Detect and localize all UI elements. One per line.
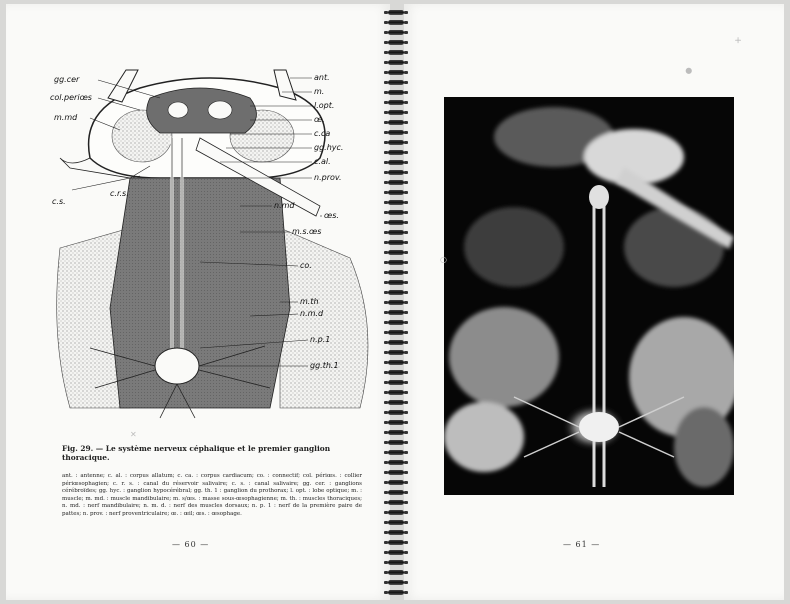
spiral-coil [384, 540, 408, 546]
spiral-coil [384, 30, 408, 36]
muscle-mass [110, 178, 290, 408]
spiral-coil [384, 440, 408, 446]
label-c-r-s: c.r.s. [110, 189, 129, 198]
spiral-coil [384, 510, 408, 516]
spiral-coil [384, 500, 408, 506]
spiral-coil [384, 20, 408, 26]
label-l-opt: l.opt. [314, 101, 335, 110]
spiral-coil [384, 520, 408, 526]
label-ant: ant. [314, 73, 330, 82]
caption-title: Fig. 29. — Le système nerveux céphalique et le premier ganglion thoracique. [62, 444, 331, 462]
label-co: co. [300, 261, 312, 270]
watermark-mark: ● [682, 64, 695, 77]
figure-caption [62, 444, 362, 462]
label-gg-th1: gg.th.1 [310, 361, 339, 370]
label-m-th: m.th [300, 297, 319, 306]
watermark-mark: ○ [440, 255, 447, 264]
label-m-md-top: m.md [54, 113, 78, 122]
label-n-prov: n.prov. [314, 173, 342, 182]
watermark-mark: ✕ [130, 430, 137, 439]
spiral-coil [384, 50, 408, 56]
label-col-perioes: col.periœs [50, 93, 92, 102]
label-n-md: n.md [274, 201, 295, 210]
label-m-s-oes: m.s.œs [292, 227, 322, 236]
ganglion-photograph [444, 97, 734, 495]
label-n-m-d: n.m.d [300, 309, 324, 318]
spiral-coil [384, 40, 408, 46]
spiral-coil [384, 490, 408, 496]
page-number-right: — 61 — [563, 540, 601, 549]
spiral-coil [384, 590, 408, 596]
figure-legend: ant. : antenne; c. al. : corpus allatum; c. ca. : corpus cardiacum; co. : connectif; col. périœs. : collier périœsophagien; c. r. s. : canal du réservoir salivaire; c. s. : canal salivaire; gg. cer. : ganglions cérébroïdes; gg. hyc. : ganglion hypocérébral; gg. th. 1 : ganglion du prothorax; l. opt. : lobe optique; m. : muscle; m. md. : muscle mandibulaire; m. s/œs. : masse sous-œsophagienne; m. th. : muscles thoraciques; n. md. : nerf mandibulaire; n. m. d. : nerf des muscles dorsaux; n. p. 1 : nerf de la première paire de pattes; n. prov. : nerf proventriculaire; œ. : œil; œs. : œsophage. [62, 473, 362, 517]
label-gg-hyc: gg.hyc. [314, 143, 344, 152]
label-c-al: c.al. [314, 157, 331, 166]
label-n-p1: n.p.1 [310, 335, 331, 344]
label-c-s: c.s. [52, 197, 66, 206]
spiral-coil [384, 430, 408, 436]
label-m: m. [314, 87, 325, 96]
spiral-coil [384, 560, 408, 566]
spiral-coil [384, 450, 408, 456]
spiral-coil [384, 470, 408, 476]
watermark-mark: ✕ [732, 34, 744, 47]
nervous-system-diagram [50, 58, 390, 428]
spiral-coil [384, 570, 408, 576]
page-number-left: — 60 — [172, 540, 210, 549]
spiral-coil [384, 580, 408, 586]
cerebral-ganglion [147, 88, 257, 133]
spiral-coil [384, 480, 408, 486]
label-oes: œs. [324, 211, 339, 220]
thoracic-ganglion [155, 348, 199, 384]
spiral-coil [384, 460, 408, 466]
spiral-coil [384, 530, 408, 536]
label-gg-cer: gg.cer [54, 75, 80, 84]
spiral-coil [384, 550, 408, 556]
label-oe: œ. [314, 115, 325, 124]
thorax-right [280, 228, 368, 408]
label-c-ca: c.ca [314, 129, 331, 138]
spiral-coil [384, 10, 408, 16]
